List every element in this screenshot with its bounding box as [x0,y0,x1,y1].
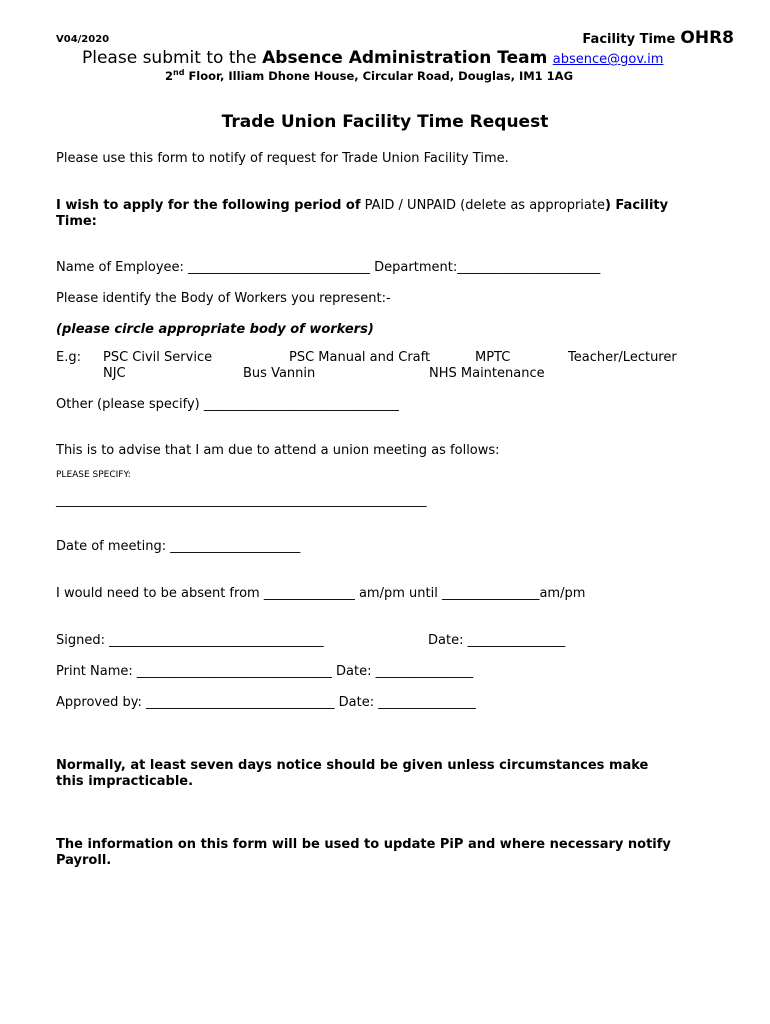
team-name: Absence Administration Team [262,48,548,68]
body-option-teacher[interactable]: Teacher/Lecturer [568,350,677,365]
apply-time-label: Time: [56,214,97,229]
apply-line [56,198,668,213]
advise-text: This is to advise that I am due to attend a union meeting as follows: [56,443,500,458]
apply-bold: I wish to apply for the following period of [56,198,361,213]
page-title: Trade Union Facility Time Request [221,112,549,132]
email-link[interactable]: absence@gov.im [552,52,664,67]
meeting-date-field[interactable]: Date of meeting: ____________________ [56,539,301,554]
specify-field[interactable]: _________________________________________________________ [56,493,427,508]
employee-field[interactable]: Name of Employee: ____________________________ Department:______________________ [56,260,601,275]
apply-normal: PAID / UNPAID (delete as appropriate [364,198,605,213]
version-code: V04/2020 [56,34,110,45]
apply-bold-end: ) Facility [604,198,669,213]
notice-line-1: Normally, at least seven days notice should be given unless circumstances make [56,758,649,773]
body-option-mptc[interactable]: MPTC [475,350,511,365]
body-option-psc-civil[interactable]: PSC Civil Service [103,350,213,365]
signed-date-field[interactable]: Date: _______________ [428,633,566,648]
submit-prefix: Please submit to the [82,48,257,68]
intro-text: Please use this form to notify of request for Trade Union Facility Time. [56,151,509,166]
form-code: OHR8 [680,28,734,48]
facility-header [582,28,734,48]
body-option-njc[interactable]: NJC [103,366,126,381]
please-specify-label: PLEASE SPECIFY: [56,470,131,480]
address-line [165,68,573,83]
notice-line-2: this impracticable. [56,774,194,789]
address-text: Floor, Illiam Dhone House, Circular Road, Douglas, IM1 1AG [188,68,574,83]
facility-label: Facility Time [582,32,676,47]
info-line-1: The information on this form will be used to update PiP and where necessary notify [56,837,671,852]
floor-number: 2 [165,68,174,83]
body-option-bus-vannin[interactable]: Bus Vannin [243,366,316,381]
body-option-nhs[interactable]: NHS Maintenance [429,366,545,381]
absence-period-field[interactable]: I would need to be absent from ______________ am/pm until _______________am/pm [56,586,586,601]
eg-label: E.g: [56,350,81,365]
body-prompt: Please identify the Body of Workers you represent:- [56,291,391,306]
info-line-2: Payroll. [56,853,112,868]
approved-by-field[interactable]: Approved by: _____________________________ Date: _______________ [56,695,476,710]
print-name-field[interactable]: Print Name: ______________________________ Date: _______________ [56,664,474,679]
submit-line [82,48,663,68]
signed-field[interactable]: Signed: _________________________________ [56,633,324,648]
floor-suffix: nd [173,68,185,77]
circle-note: (please circle appropriate body of workers) [56,322,374,337]
other-field[interactable]: Other (please specify) ______________________________ [56,397,399,412]
body-option-psc-manual[interactable]: PSC Manual and Craft [289,350,431,365]
